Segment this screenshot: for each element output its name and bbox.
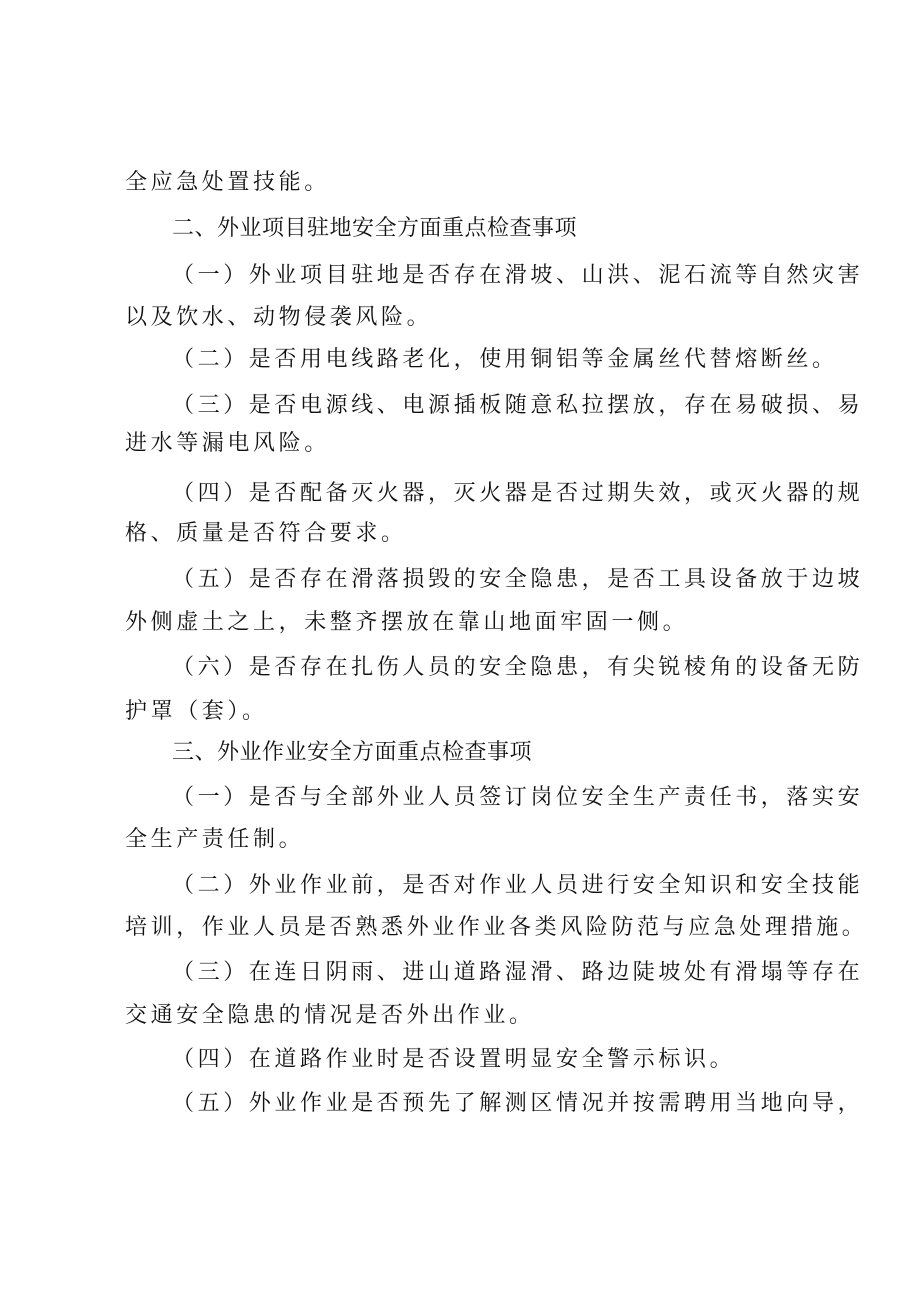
text-line: （二）外业作业前，是否对作业人员进行安全知识和安全技能: [172, 873, 864, 898]
text-line: 培训，作业人员是否熟悉外业作业各类风险防范与应急处理措施。: [125, 915, 868, 940]
text-line: 以及饮水、动物侵袭风险。: [125, 305, 433, 330]
section-heading: 二、外业项目驻地安全方面重点检查事项: [172, 216, 578, 241]
text-line: 外侧虚土之上，未整齐摆放在靠山地面牢固一侧。: [125, 610, 689, 635]
text-line: （一）是否与全部外业人员签订岗位安全生产责任书，落实安: [172, 785, 864, 810]
text-line: （三）在连日阴雨、进山道路湿滑、路边陡坡处有滑塌等存在: [172, 960, 864, 985]
text-line: （四）在道路作业时是否设置明显安全警示标识。: [172, 1047, 736, 1072]
text-line: 全生产责任制。: [125, 827, 305, 852]
text-line: 全应急处置技能。: [125, 170, 330, 195]
text-line: 进水等漏电风险。: [125, 431, 330, 456]
text-line: （五）外业作业是否预先了解测区情况并按需聘用当地向导，: [172, 1091, 864, 1116]
text-line: （二）是否用电线路老化，使用铜铝等金属丝代替熔断丝。: [172, 347, 838, 372]
section-heading: 三、外业作业安全方面重点检查事项: [172, 740, 533, 765]
text-line: 交通安全隐患的情况是否外出作业。: [125, 1003, 535, 1028]
text-line: （一）外业项目驻地是否存在滑坡、山洪、泥石流等自然灾害: [172, 263, 864, 288]
text-line: 格、质量是否符合要求。: [125, 521, 407, 546]
text-line: （六）是否存在扎伤人员的安全隐患，有尖锐棱角的设备无防: [172, 655, 864, 680]
text-line: （五）是否存在滑落损毁的安全隐患，是否工具设备放于边坡: [172, 567, 864, 592]
text-line: （三）是否电源线、电源插板随意私拉摆放，存在易破损、易: [172, 393, 864, 418]
text-line: 护罩（套）。: [125, 699, 268, 724]
text-line: （四）是否配备灭火器，灭火器是否过期失效，或灭火器的规: [172, 481, 864, 506]
